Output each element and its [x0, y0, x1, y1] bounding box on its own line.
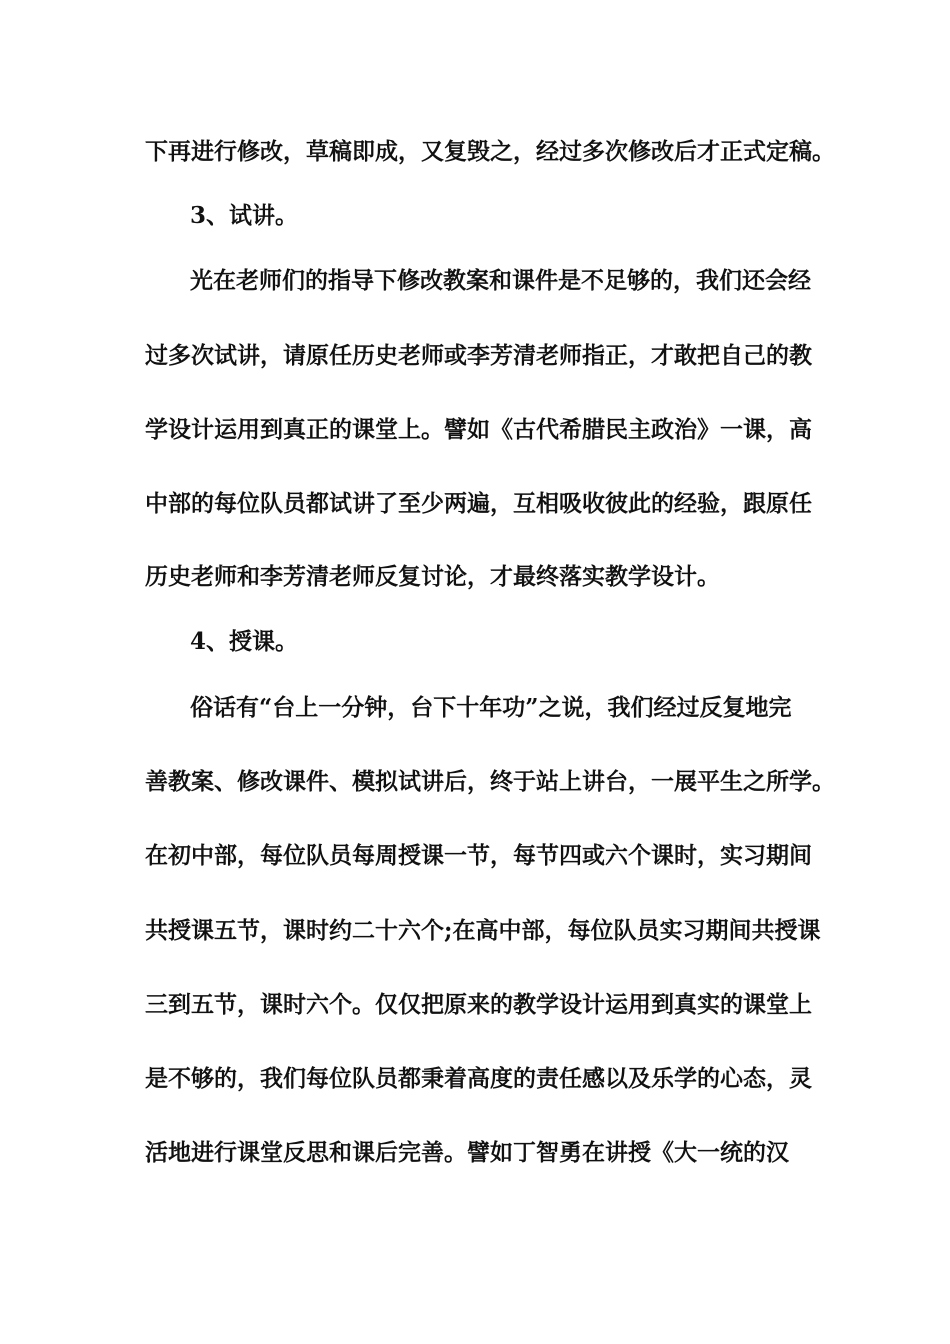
text-line: 过多次试讲，请原任历史老师或李芳清老师指正，才敢把自己的教	[145, 342, 812, 369]
text-line: 历史老师和李芳清老师反复讨论，才最终落实教学设计。	[145, 563, 720, 590]
section-heading: 4、授课。	[190, 628, 299, 655]
text-line: 俗话有“台上一分钟，台下十年功”之说，我们经过反复地完	[190, 694, 792, 721]
text-line: 光在老师们的指导下修改教案和课件是不足够的，我们还会经	[190, 267, 811, 294]
text-line: 下再进行修改，草稿即成，又复毁之，经过多次修改后才正式定稿。	[145, 138, 835, 165]
text-line: 三到五节，课时六个。仅仅把原来的教学设计运用到真实的课堂上	[145, 991, 812, 1018]
text-line: 在初中部，每位队员每周授课一节，每节四或六个课时，实习期间	[145, 842, 812, 869]
text-line: 中部的每位队员都试讲了至少两遍，互相吸收彼此的经验，跟原任	[145, 490, 812, 517]
text-line: 共授课五节，课时约二十六个;在高中部，每位队员实习期间共授课	[145, 917, 821, 944]
text-line: 善教案、修改课件、模拟试讲后，终于站上讲台，一展平生之所学。	[145, 768, 835, 795]
text-line: 学设计运用到真正的课堂上。譬如《古代希腊民主政治》一课，高	[145, 416, 812, 443]
section-heading: 3、试讲。	[190, 202, 299, 229]
text-line: 活地进行课堂反思和课后完善。譬如丁智勇在讲授《大一统的汉	[145, 1139, 789, 1166]
text-line: 是不够的，我们每位队员都秉着高度的责任感以及乐学的心态，灵	[145, 1065, 812, 1092]
